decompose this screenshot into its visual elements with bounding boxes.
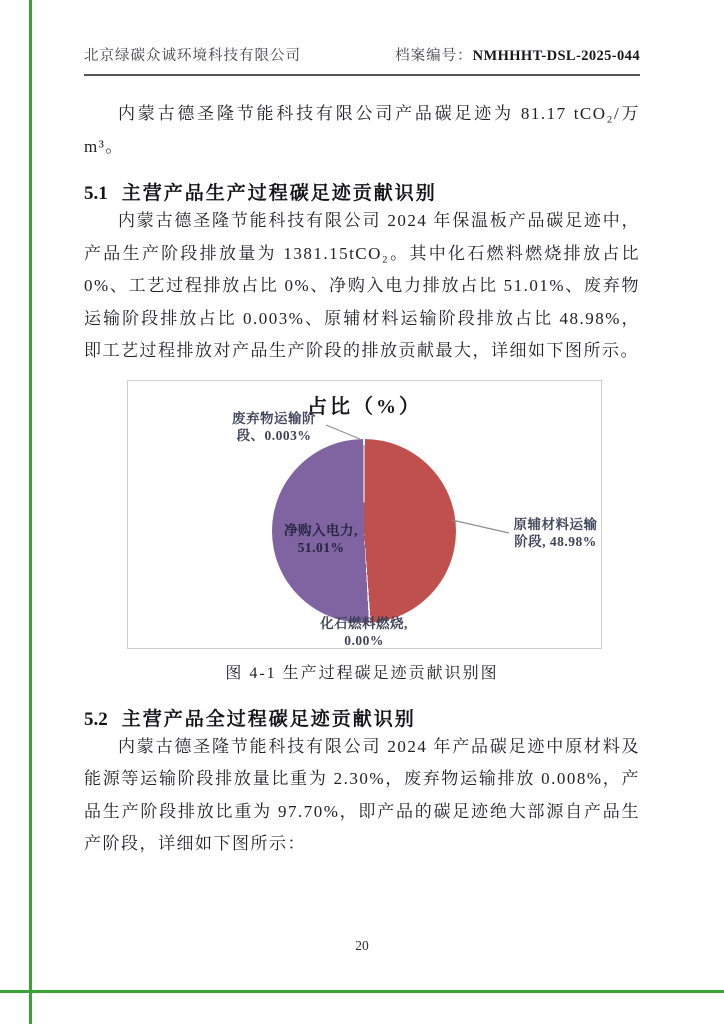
section-5-1-title: 主营产品生产过程碳足迹贡献识别 bbox=[121, 183, 437, 204]
pie-label-waste-line2: 段、0.003% bbox=[236, 427, 312, 443]
doc-number-label: 档案编号： bbox=[395, 48, 473, 64]
page-border-bottom bbox=[0, 990, 724, 993]
doc-number-value: NMHHHT-DSL-2025-044 bbox=[472, 48, 640, 64]
section-5-1-paragraph: 内蒙古德圣隆节能科技有限公司 2024 年保温板产品碳足迹中，产品生产阶段排放量为 1381.15tCO₂。其中化石燃料燃烧排放占比 0%、工艺过程排放占比 0%、净购入电力排放占比 51.01%、废弃物运输阶段排放占比 0.003%、原辅材料运输阶段排放占比 48.98%，即工艺过程排放对产品生产阶段的排放贡献最大，详细如下图所示。 bbox=[84, 211, 640, 360]
section-5-2-paragraph: 内蒙古德圣隆节能科技有限公司 2024 年产品碳足迹中原材料及能源等运输阶段排放量比重为 2.30%，废弃物运输排放 0.008%，产品生产阶段排放比重为 97.70%，即产品的碳足迹绝大部源自产品生产阶段，详细如下图所示： bbox=[84, 736, 640, 853]
pie-label-waste bbox=[220, 410, 328, 444]
pie-label-electricity bbox=[266, 522, 376, 556]
doc-number bbox=[395, 44, 640, 65]
page-content bbox=[84, 44, 640, 861]
pie-label-material-line2: 阶段, 48.98% bbox=[514, 533, 597, 549]
section-5-2-number: 5.2 bbox=[84, 708, 108, 730]
pie-label-electricity-line1: 净购入电力, bbox=[284, 522, 358, 538]
leader-line-material bbox=[452, 520, 509, 533]
pie-chart-figure bbox=[127, 380, 602, 649]
section-5-2-heading bbox=[84, 704, 640, 731]
pie-label-electricity-line2: 51.01% bbox=[297, 539, 345, 555]
section-5-1-number: 5.1 bbox=[84, 183, 108, 204]
pie-label-waste-line1: 废弃物运输阶 bbox=[232, 410, 316, 426]
page-number: 20 bbox=[355, 938, 369, 953]
intro-paragraph: 内蒙古德圣隆节能科技有限公司产品碳足迹为 81.17 tCO₂/万 m³。 bbox=[84, 104, 640, 156]
pie-label-material-line1: 原辅材料运输 bbox=[513, 516, 598, 532]
section-5-2-title: 主营产品全过程碳足迹贡献识别 bbox=[121, 708, 416, 730]
page-border-left bbox=[29, 0, 32, 1024]
pie-label-material bbox=[508, 516, 603, 550]
section-5-1-heading bbox=[84, 178, 640, 205]
leader-line-waste bbox=[326, 425, 360, 439]
company-name: 北京绿碳众诚环境科技有限公司 bbox=[84, 48, 301, 64]
page-header bbox=[84, 44, 640, 76]
pie-label-fossil-line1: 化石燃料燃烧, bbox=[320, 615, 408, 631]
figure-caption: 图 4-1 生产过程碳足迹贡献识别图 bbox=[225, 664, 499, 682]
pie-label-fossil bbox=[304, 615, 424, 649]
pie-label-fossil-line2: 0.00% bbox=[344, 632, 384, 648]
chart-title: 占比（%） bbox=[307, 395, 422, 418]
